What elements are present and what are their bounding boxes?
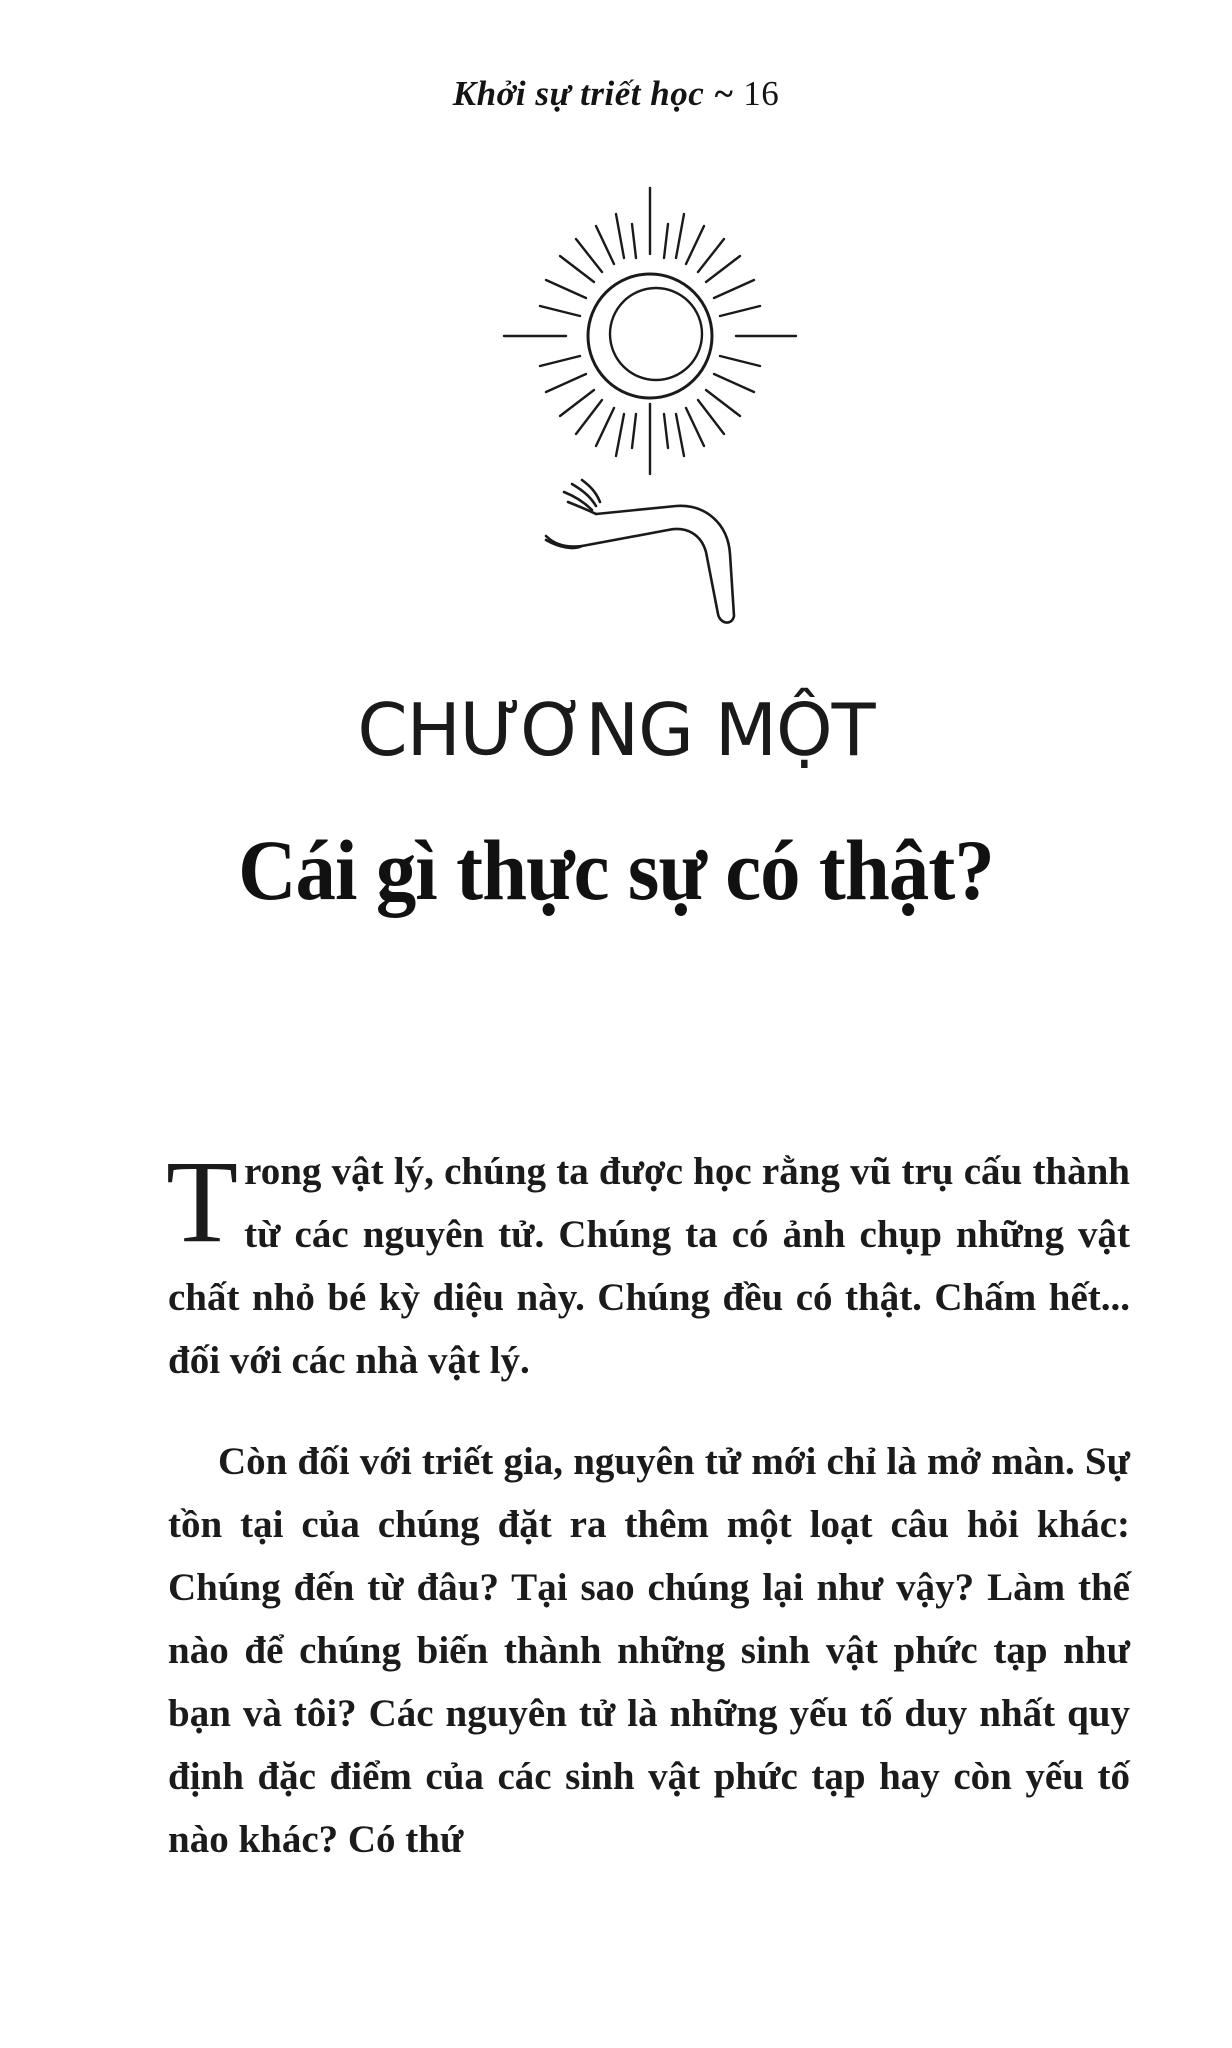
page-number: 16 <box>743 74 780 113</box>
sun-rays-icon <box>504 188 796 474</box>
paragraph-1-text: rong vật lý, chúng ta được học rằng vũ trụ cấu thành từ các nguyên tử. Chúng ta có ảnh chụp những vật chất nhỏ bé kỳ diệu này. Chúng đều có thật. Chấm hết... đối với các nhà vật lý. <box>168 1150 1130 1382</box>
drop-cap: T <box>166 1136 239 1267</box>
moon-icon <box>588 274 712 398</box>
chapter-label: CHƯƠNG MỘT <box>357 688 875 772</box>
hand-icon <box>546 480 734 623</box>
paragraph-2: Còn đối với triết gia, nguyên tử mới chỉ là mở màn. Sự tồn tại của chúng đặt ra thêm một loạt câu hỏi khác: Chúng đến từ đâu? Tại sao chúng lại như vậy? Làm thế nào để chúng biến thành những sinh vật phức tạp như bạn và tôi? Các nguyên tử là những yếu tố duy nhất quy định đặc điểm của các sinh vật phức tạp hay còn yếu tố nào khác? Có thứ <box>168 1440 1130 1861</box>
body-text <box>166 1136 1130 1871</box>
paragraph-1 <box>166 1136 1130 1392</box>
chapter-title: Cái gì thực sự có thật? <box>238 822 994 918</box>
book-title: Khởi sự triết học ~ <box>452 74 744 113</box>
sun-moon-hand-icon <box>496 184 806 624</box>
running-header <box>0 74 1232 114</box>
